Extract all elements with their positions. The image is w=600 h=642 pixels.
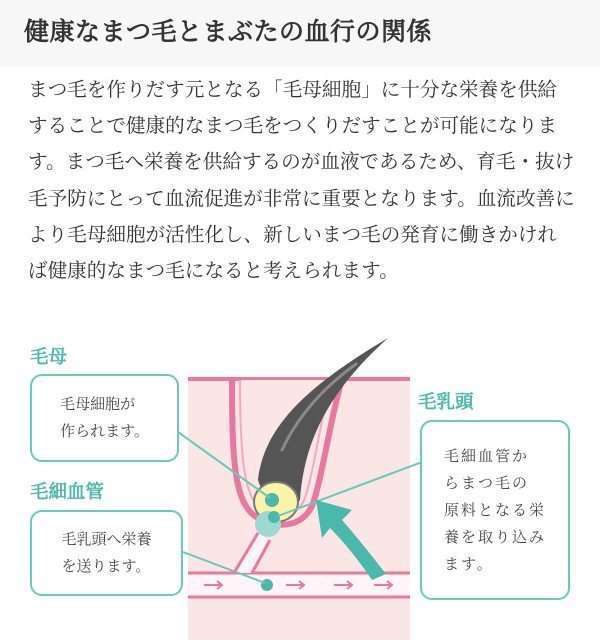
callout-moubo-line: 作られます。 bbox=[60, 422, 149, 440]
callout-nyuutou-line: ます。 bbox=[443, 554, 494, 573]
hair-structure-diagram bbox=[0, 330, 600, 642]
callout-nyuutou-line: 毛細血管か bbox=[443, 446, 529, 465]
callout-nyuutou bbox=[420, 420, 570, 600]
label-nyuutou: 毛乳頭 bbox=[418, 392, 474, 413]
callout-nyuutou-line: 養を取り込み bbox=[443, 527, 546, 546]
body-paragraph: まつ毛を作りだす元となる「毛母細胞」に十分な栄養を供給することで健康的なまつ毛をつくりだすことが可能になります。まつ毛へ栄養を供給するのが血液であるため、育毛・抜け毛予防にとって血流促進が非常に重要となります。血流改善により毛母細胞が活性化し、新しいまつ毛の発育に働きかければ健康的なまつ毛になると考えられます。 bbox=[28, 78, 575, 283]
label-mousaikekkan: 毛細血管 bbox=[30, 482, 105, 503]
title-bar bbox=[0, 0, 600, 66]
label-moubo: 毛母 bbox=[30, 347, 68, 368]
callout-nyuutou-line: らまつ毛の bbox=[443, 473, 529, 492]
callout-moubo bbox=[30, 374, 179, 462]
papilla-dot bbox=[268, 511, 280, 523]
callout-mousaikekkan-line: を送ります。 bbox=[61, 557, 151, 575]
callout-mousaikekkan-line: 毛乳頭へ栄養 bbox=[61, 530, 152, 548]
callout-nyuutou-line: 原料となる栄 bbox=[443, 500, 546, 519]
callout-mousaikekkan bbox=[30, 510, 183, 596]
page-title: 健康なまつ毛とまぶたの血行の関係 bbox=[24, 17, 433, 46]
vessel-dot bbox=[261, 579, 273, 591]
callout-moubo-line: 毛母細胞が bbox=[60, 395, 136, 413]
